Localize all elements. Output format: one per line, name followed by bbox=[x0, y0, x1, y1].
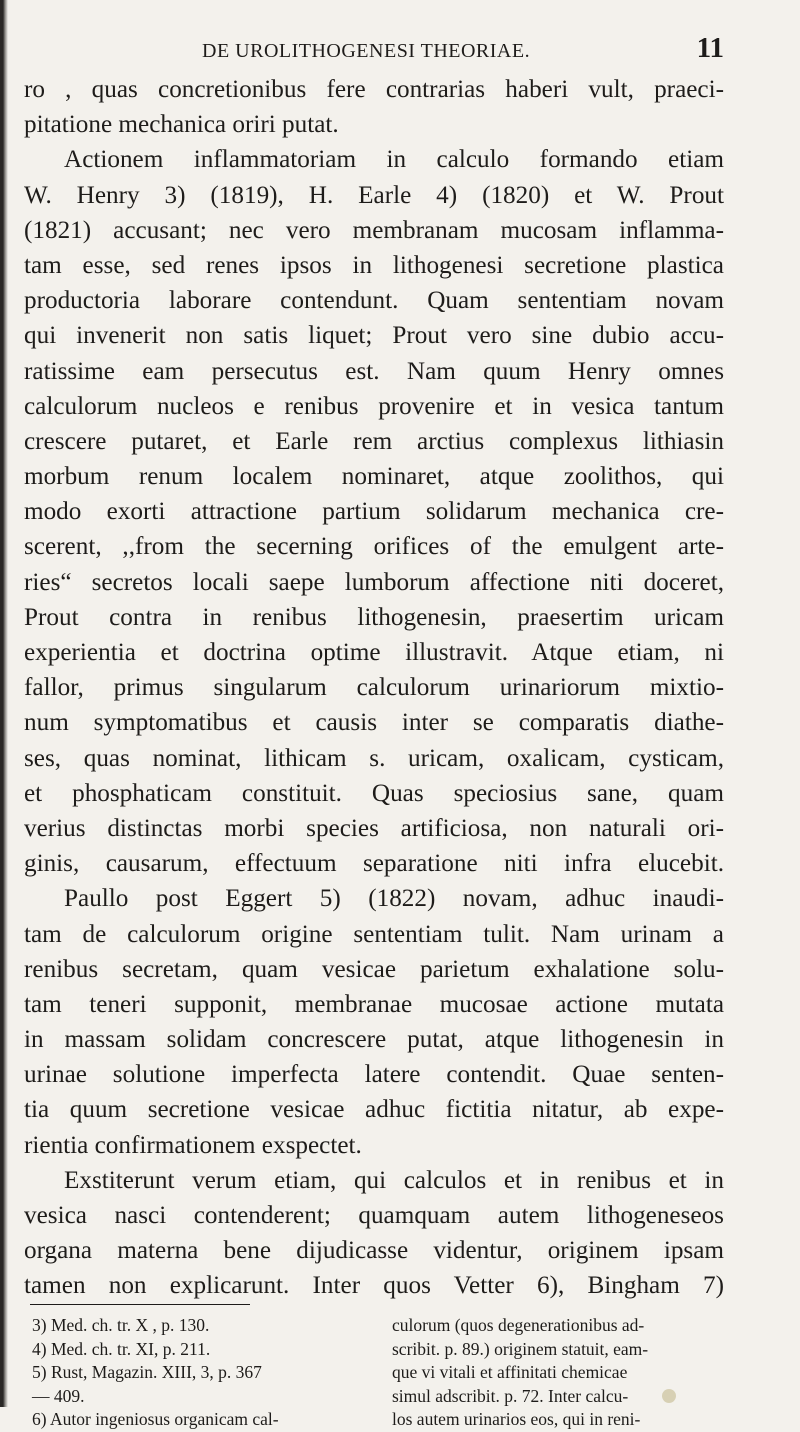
text-line: Exstiterunt verum etiam, qui calculos et in renibus et in bbox=[64, 1166, 724, 1194]
text-line: ses, quas nominat, lithicam s. uricam, oxalicam, cysticam, bbox=[24, 744, 724, 772]
text-line: (1821) accusant; nec vero membranam mucosam inflamma- bbox=[24, 216, 724, 244]
text-line: Actionem inflammatoriam in calculo formando etiam bbox=[64, 146, 724, 174]
footnote-line: culorum (quos degenerationibus ad- bbox=[392, 1315, 645, 1335]
text-line: ries“ secretos locali saepe lumborum affectione niti doceret, bbox=[24, 568, 724, 596]
text-line: et phosphaticam constituit. Quas speciosius sane, quam bbox=[24, 779, 724, 807]
text-line: rientia confirmationem exspectet. bbox=[24, 1131, 362, 1159]
text-line: Prout contra in renibus lithogenesin, praesertim uricam bbox=[24, 603, 724, 631]
footnote-line: 3) Med. ch. tr. X , p. 130. bbox=[32, 1315, 210, 1335]
running-head: DE UROLITHOGENESI THEORIAE. bbox=[202, 40, 531, 62]
text-line: urinae solutione imperfecta latere contendit. Quae senten- bbox=[24, 1061, 724, 1089]
text-line: crescere putaret, et Earle rem arctius complexus lithiasin bbox=[24, 427, 724, 455]
text-line: fallor, primus singularum calculorum urinariorum mixtio- bbox=[24, 674, 724, 702]
footnote-line: 5) Rust, Magazin. XIII, 3, p. 367 bbox=[32, 1362, 262, 1383]
body-text bbox=[24, 72, 724, 1304]
text-line: scerent, ,,from the secerning orifices of the emulgent arte- bbox=[24, 533, 724, 561]
text-line: tia quum secretione vesicae adhuc fictitia nitatur, ab expe- bbox=[24, 1096, 724, 1124]
text-line: pitatione mechanica oriri putat. bbox=[24, 111, 339, 139]
book-binding-edge bbox=[0, 0, 8, 1407]
text-line: organa materna bene dijudicasse videntur, originem ipsam bbox=[24, 1237, 724, 1265]
text-line: num symptomatibus et causis inter se comparatis diathe- bbox=[24, 709, 724, 737]
text-line: W. Henry 3) (1819), H. Earle 4) (1820) et W. Prout bbox=[24, 181, 724, 209]
text-line: ratissime eam persecutus est. Nam quum Henry omnes bbox=[24, 357, 724, 385]
footnotes-right-column bbox=[392, 1314, 732, 1432]
footnote-rule bbox=[30, 1304, 250, 1305]
text-line: calculorum nucleos e renibus provenire et in vesica tantum bbox=[24, 392, 724, 420]
text-line: tam de calculorum origine sententiam tulit. Nam urinam a bbox=[24, 920, 724, 948]
library-stamp-mark bbox=[662, 1389, 676, 1403]
text-line: morbum renum localem nominaret, atque zoolithos, qui bbox=[24, 463, 724, 491]
text-line: tam teneri supponit, membranae mucosae actione mutata bbox=[24, 990, 724, 1018]
text-line: tamen non explicarunt. Inter quos Vetter 6), Bingham 7) bbox=[24, 1272, 724, 1300]
footnote-line: 6) Autor ingeniosus organicam cal- bbox=[32, 1409, 279, 1430]
footnote-line: 4) Med. ch. tr. XI, p. 211. bbox=[32, 1338, 211, 1359]
text-line: vesica nasci contenderent; quamquam autem lithogeneseos bbox=[24, 1202, 724, 1229]
text-line: modo exorti attractione partium solidarum mechanica cre- bbox=[24, 498, 724, 526]
footnote-line: que vi vitali et affinitati chemicae bbox=[392, 1362, 628, 1383]
page-number: 11 bbox=[696, 32, 724, 64]
text-line: verius distinctas morbi species artificiosa, non naturali ori- bbox=[24, 814, 724, 842]
text-line: renibus secretam, quam vesicae parietum exhalatione solu- bbox=[24, 955, 724, 983]
text-line: productoria laborare contendunt. Quam sententiam novam bbox=[24, 287, 724, 315]
footnote-line: simul adscribit. p. 72. Inter calcu- bbox=[392, 1385, 629, 1406]
footnote-line: — 409. bbox=[32, 1385, 85, 1406]
text-line: Paullo post Eggert 5) (1822) novam, adhuc inaudi- bbox=[64, 885, 724, 913]
text-line: in massam solidam concrescere putat, atque lithogenesin in bbox=[24, 1026, 724, 1054]
text-line: experientia et doctrina optime illustravit. Atque etiam, ni bbox=[24, 639, 724, 666]
text-line: ginis, causarum, effectuum separatione niti infra elucebit. bbox=[24, 850, 724, 878]
page-header bbox=[104, 30, 724, 70]
footnote-line: scribit. p. 89.) originem statuit, eam- bbox=[392, 1338, 649, 1359]
footnote-line: los autem urinarios eos, qui in reni- bbox=[392, 1409, 641, 1430]
text-line: qui invenerit non satis liquet; Prout vero sine dubio accu- bbox=[24, 322, 724, 350]
footnotes-left-column bbox=[32, 1314, 372, 1432]
text-line: ro , quas concretionibus fere contrarias haberi vult, praeci- bbox=[24, 76, 724, 103]
text-line: tam esse, sed renes ipsos in lithogenesi secretione plastica bbox=[24, 251, 724, 279]
